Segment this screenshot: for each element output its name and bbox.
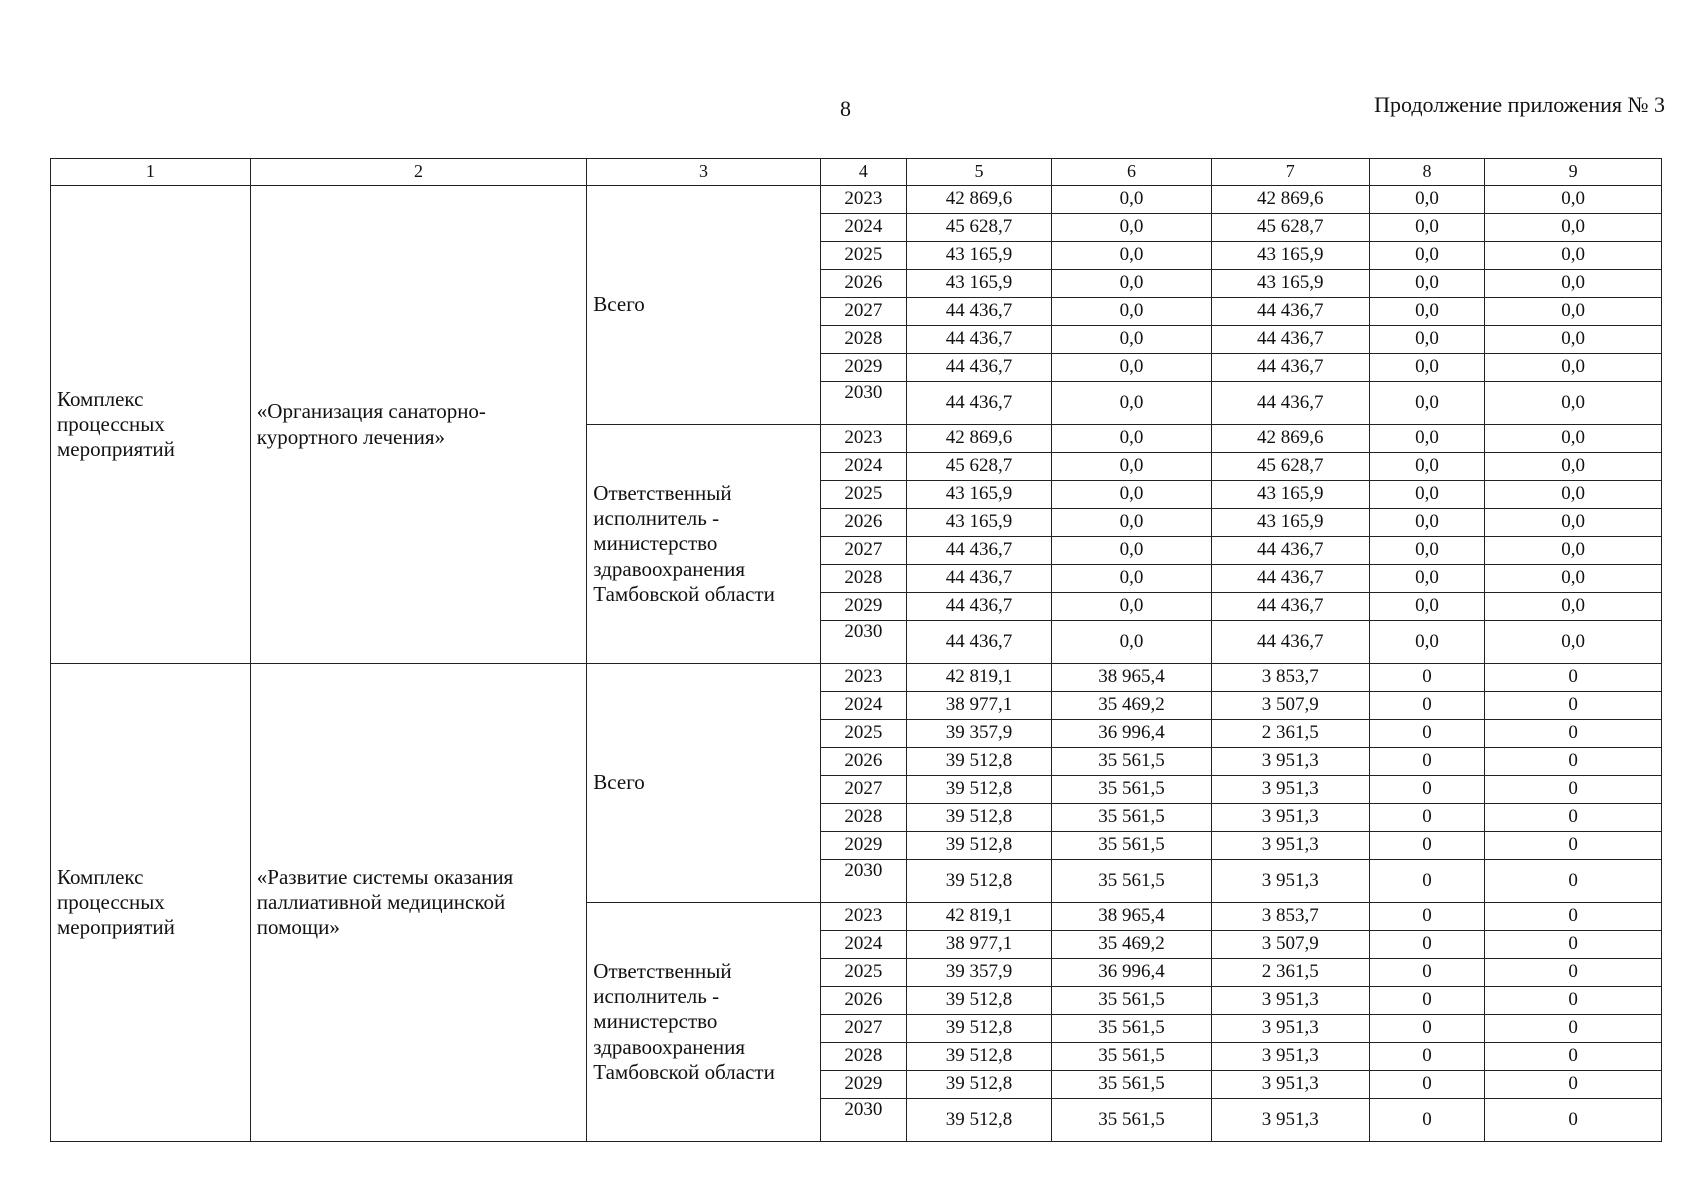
total-cell: 39 512,8 <box>906 776 1051 804</box>
column-header: 4 <box>820 159 906 186</box>
federal-cell: 35 561,5 <box>1052 860 1212 903</box>
regional-cell: 3 853,7 <box>1211 664 1369 692</box>
federal-cell: 0,0 <box>1052 298 1212 326</box>
federal-cell: 0,0 <box>1052 354 1212 382</box>
other-cell: 0,0 <box>1485 214 1662 242</box>
year-cell: 2026 <box>820 748 906 776</box>
section-type: Комплекс процессных мероприятий <box>51 186 251 664</box>
table-row <box>51 186 1662 214</box>
local-cell: 0,0 <box>1369 242 1485 270</box>
year-cell: 2026 <box>820 987 906 1015</box>
local-cell: 0,0 <box>1369 565 1485 593</box>
section-name: «Развитие системы оказания паллиативной медицинской помощи» <box>250 664 587 1142</box>
regional-cell: 42 869,6 <box>1211 186 1369 214</box>
total-cell: 39 512,8 <box>906 987 1051 1015</box>
column-header: 6 <box>1052 159 1212 186</box>
other-cell: 0 <box>1485 832 1662 860</box>
total-cell: 38 977,1 <box>906 692 1051 720</box>
total-cell: 39 512,8 <box>906 1099 1051 1142</box>
regional-cell: 2 361,5 <box>1211 959 1369 987</box>
other-cell: 0 <box>1485 860 1662 903</box>
section-name: «Организация санаторно-курортного лечения» <box>250 186 587 664</box>
column-header: 9 <box>1485 159 1662 186</box>
local-cell: 0 <box>1369 720 1485 748</box>
year-cell: 2030 <box>820 860 906 903</box>
year-cell: 2030 <box>820 621 906 664</box>
page-number: 8 <box>840 96 851 121</box>
local-cell: 0,0 <box>1369 214 1485 242</box>
local-cell: 0 <box>1369 931 1485 959</box>
funding-source-label: Ответственный исполнитель - министерство здравоохранения Тамбовской области <box>587 903 820 1142</box>
local-cell: 0,0 <box>1369 186 1485 214</box>
local-cell: 0 <box>1369 776 1485 804</box>
regional-cell: 42 869,6 <box>1211 425 1369 453</box>
budget-table <box>50 158 1662 1142</box>
federal-cell: 0,0 <box>1052 186 1212 214</box>
total-cell: 43 165,9 <box>906 242 1051 270</box>
local-cell: 0 <box>1369 692 1485 720</box>
year-cell: 2025 <box>820 720 906 748</box>
local-cell: 0 <box>1369 832 1485 860</box>
other-cell: 0,0 <box>1485 354 1662 382</box>
federal-cell: 36 996,4 <box>1052 720 1212 748</box>
year-cell: 2026 <box>820 509 906 537</box>
regional-cell: 3 951,3 <box>1211 804 1369 832</box>
local-cell: 0,0 <box>1369 298 1485 326</box>
regional-cell: 3 951,3 <box>1211 1043 1369 1071</box>
year-cell: 2030 <box>820 382 906 425</box>
total-cell: 42 819,1 <box>906 903 1051 931</box>
total-cell: 44 436,7 <box>906 298 1051 326</box>
total-cell: 39 512,8 <box>906 860 1051 903</box>
other-cell: 0 <box>1485 903 1662 931</box>
local-cell: 0,0 <box>1369 509 1485 537</box>
regional-cell: 3 951,3 <box>1211 832 1369 860</box>
total-cell: 43 165,9 <box>906 509 1051 537</box>
local-cell: 0,0 <box>1369 326 1485 354</box>
other-cell: 0,0 <box>1485 453 1662 481</box>
federal-cell: 0,0 <box>1052 593 1212 621</box>
column-header: 1 <box>51 159 251 186</box>
other-cell: 0,0 <box>1485 326 1662 354</box>
funding-source-label: Всего <box>587 186 820 425</box>
regional-cell: 43 165,9 <box>1211 481 1369 509</box>
other-cell: 0,0 <box>1485 593 1662 621</box>
other-cell: 0 <box>1485 804 1662 832</box>
federal-cell: 35 561,5 <box>1052 987 1212 1015</box>
local-cell: 0 <box>1369 748 1485 776</box>
regional-cell: 3 951,3 <box>1211 1071 1369 1099</box>
regional-cell: 3 951,3 <box>1211 987 1369 1015</box>
year-cell: 2027 <box>820 298 906 326</box>
federal-cell: 0,0 <box>1052 326 1212 354</box>
regional-cell: 3 951,3 <box>1211 776 1369 804</box>
other-cell: 0 <box>1485 720 1662 748</box>
year-cell: 2025 <box>820 959 906 987</box>
funding-source-label: Всего <box>587 664 820 903</box>
year-cell: 2029 <box>820 354 906 382</box>
regional-cell: 44 436,7 <box>1211 593 1369 621</box>
federal-cell: 38 965,4 <box>1052 903 1212 931</box>
federal-cell: 35 561,5 <box>1052 1071 1212 1099</box>
local-cell: 0,0 <box>1369 537 1485 565</box>
federal-cell: 35 561,5 <box>1052 1099 1212 1142</box>
total-cell: 42 869,6 <box>906 425 1051 453</box>
total-cell: 44 436,7 <box>906 621 1051 664</box>
column-header: 3 <box>587 159 820 186</box>
local-cell: 0,0 <box>1369 425 1485 453</box>
table-row <box>51 664 1662 692</box>
year-cell: 2023 <box>820 425 906 453</box>
year-cell: 2023 <box>820 664 906 692</box>
regional-cell: 3 951,3 <box>1211 1015 1369 1043</box>
federal-cell: 36 996,4 <box>1052 959 1212 987</box>
other-cell: 0 <box>1485 692 1662 720</box>
total-cell: 39 512,8 <box>906 1071 1051 1099</box>
regional-cell: 2 361,5 <box>1211 720 1369 748</box>
local-cell: 0 <box>1369 903 1485 931</box>
federal-cell: 35 561,5 <box>1052 1043 1212 1071</box>
local-cell: 0,0 <box>1369 621 1485 664</box>
regional-cell: 43 165,9 <box>1211 270 1369 298</box>
regional-cell: 3 951,3 <box>1211 860 1369 903</box>
federal-cell: 0,0 <box>1052 621 1212 664</box>
local-cell: 0 <box>1369 1043 1485 1071</box>
year-cell: 2024 <box>820 214 906 242</box>
federal-cell: 0,0 <box>1052 242 1212 270</box>
other-cell: 0 <box>1485 987 1662 1015</box>
total-cell: 45 628,7 <box>906 453 1051 481</box>
other-cell: 0,0 <box>1485 270 1662 298</box>
total-cell: 44 436,7 <box>906 382 1051 425</box>
other-cell: 0 <box>1485 1043 1662 1071</box>
federal-cell: 0,0 <box>1052 453 1212 481</box>
other-cell: 0 <box>1485 1099 1662 1142</box>
local-cell: 0 <box>1369 860 1485 903</box>
total-cell: 42 869,6 <box>906 186 1051 214</box>
other-cell: 0 <box>1485 1015 1662 1043</box>
regional-cell: 3 853,7 <box>1211 903 1369 931</box>
year-cell: 2027 <box>820 1015 906 1043</box>
year-cell: 2025 <box>820 242 906 270</box>
year-cell: 2029 <box>820 1071 906 1099</box>
regional-cell: 43 165,9 <box>1211 509 1369 537</box>
section-type: Комплекс процессных мероприятий <box>51 664 251 1142</box>
other-cell: 0 <box>1485 776 1662 804</box>
local-cell: 0,0 <box>1369 354 1485 382</box>
local-cell: 0,0 <box>1369 593 1485 621</box>
other-cell: 0,0 <box>1485 186 1662 214</box>
local-cell: 0,0 <box>1369 481 1485 509</box>
other-cell: 0,0 <box>1485 382 1662 425</box>
year-cell: 2027 <box>820 537 906 565</box>
federal-cell: 38 965,4 <box>1052 664 1212 692</box>
total-cell: 39 512,8 <box>906 1015 1051 1043</box>
regional-cell: 44 436,7 <box>1211 354 1369 382</box>
funding-source-label: Ответственный исполнитель - министерство здравоохранения Тамбовской области <box>587 425 820 664</box>
federal-cell: 35 561,5 <box>1052 748 1212 776</box>
total-cell: 44 436,7 <box>906 354 1051 382</box>
regional-cell: 44 436,7 <box>1211 298 1369 326</box>
federal-cell: 35 469,2 <box>1052 931 1212 959</box>
local-cell: 0,0 <box>1369 270 1485 298</box>
year-cell: 2029 <box>820 593 906 621</box>
total-cell: 45 628,7 <box>906 214 1051 242</box>
other-cell: 0,0 <box>1485 298 1662 326</box>
total-cell: 39 357,9 <box>906 720 1051 748</box>
regional-cell: 43 165,9 <box>1211 242 1369 270</box>
federal-cell: 0,0 <box>1052 425 1212 453</box>
federal-cell: 0,0 <box>1052 537 1212 565</box>
table-body <box>51 186 1662 1142</box>
regional-cell: 44 436,7 <box>1211 565 1369 593</box>
other-cell: 0,0 <box>1485 481 1662 509</box>
regional-cell: 44 436,7 <box>1211 326 1369 354</box>
year-cell: 2023 <box>820 186 906 214</box>
year-cell: 2025 <box>820 481 906 509</box>
federal-cell: 0,0 <box>1052 382 1212 425</box>
year-cell: 2027 <box>820 776 906 804</box>
year-cell: 2028 <box>820 326 906 354</box>
regional-cell: 44 436,7 <box>1211 537 1369 565</box>
federal-cell: 35 561,5 <box>1052 832 1212 860</box>
total-cell: 43 165,9 <box>906 270 1051 298</box>
total-cell: 39 512,8 <box>906 832 1051 860</box>
other-cell: 0,0 <box>1485 509 1662 537</box>
federal-cell: 0,0 <box>1052 481 1212 509</box>
federal-cell: 35 561,5 <box>1052 804 1212 832</box>
year-cell: 2026 <box>820 270 906 298</box>
federal-cell: 0,0 <box>1052 214 1212 242</box>
federal-cell: 35 469,2 <box>1052 692 1212 720</box>
other-cell: 0,0 <box>1485 621 1662 664</box>
other-cell: 0,0 <box>1485 242 1662 270</box>
year-cell: 2024 <box>820 931 906 959</box>
total-cell: 42 819,1 <box>906 664 1051 692</box>
year-cell: 2023 <box>820 903 906 931</box>
year-cell: 2028 <box>820 804 906 832</box>
federal-cell: 0,0 <box>1052 565 1212 593</box>
column-header: 5 <box>906 159 1051 186</box>
year-cell: 2024 <box>820 692 906 720</box>
column-header: 7 <box>1211 159 1369 186</box>
regional-cell: 45 628,7 <box>1211 214 1369 242</box>
local-cell: 0 <box>1369 1015 1485 1043</box>
other-cell: 0 <box>1485 931 1662 959</box>
local-cell: 0 <box>1369 1099 1485 1142</box>
regional-cell: 3 951,3 <box>1211 1099 1369 1142</box>
column-header: 2 <box>250 159 587 186</box>
year-cell: 2024 <box>820 453 906 481</box>
local-cell: 0 <box>1369 804 1485 832</box>
other-cell: 0 <box>1485 1071 1662 1099</box>
local-cell: 0 <box>1369 1071 1485 1099</box>
local-cell: 0,0 <box>1369 382 1485 425</box>
column-number-row <box>51 159 1662 186</box>
total-cell: 38 977,1 <box>906 931 1051 959</box>
federal-cell: 35 561,5 <box>1052 1015 1212 1043</box>
regional-cell: 3 507,9 <box>1211 931 1369 959</box>
year-cell: 2029 <box>820 832 906 860</box>
total-cell: 39 512,8 <box>906 1043 1051 1071</box>
other-cell: 0 <box>1485 748 1662 776</box>
total-cell: 39 512,8 <box>906 748 1051 776</box>
other-cell: 0,0 <box>1485 537 1662 565</box>
total-cell: 39 512,8 <box>906 804 1051 832</box>
federal-cell: 0,0 <box>1052 509 1212 537</box>
total-cell: 44 436,7 <box>906 326 1051 354</box>
federal-cell: 35 561,5 <box>1052 776 1212 804</box>
total-cell: 44 436,7 <box>906 565 1051 593</box>
local-cell: 0 <box>1369 664 1485 692</box>
other-cell: 0 <box>1485 959 1662 987</box>
year-cell: 2028 <box>820 565 906 593</box>
regional-cell: 3 951,3 <box>1211 748 1369 776</box>
year-cell: 2030 <box>820 1099 906 1142</box>
total-cell: 44 436,7 <box>906 537 1051 565</box>
regional-cell: 3 507,9 <box>1211 692 1369 720</box>
local-cell: 0,0 <box>1369 453 1485 481</box>
local-cell: 0 <box>1369 959 1485 987</box>
total-cell: 39 357,9 <box>906 959 1051 987</box>
column-header: 8 <box>1369 159 1485 186</box>
regional-cell: 44 436,7 <box>1211 621 1369 664</box>
other-cell: 0 <box>1485 664 1662 692</box>
local-cell: 0 <box>1369 987 1485 1015</box>
regional-cell: 44 436,7 <box>1211 382 1369 425</box>
other-cell: 0,0 <box>1485 425 1662 453</box>
year-cell: 2028 <box>820 1043 906 1071</box>
appendix-continuation-heading: Продолжение приложения № 3 <box>1374 92 1665 117</box>
regional-cell: 45 628,7 <box>1211 453 1369 481</box>
total-cell: 43 165,9 <box>906 481 1051 509</box>
other-cell: 0,0 <box>1485 565 1662 593</box>
total-cell: 44 436,7 <box>906 593 1051 621</box>
federal-cell: 0,0 <box>1052 270 1212 298</box>
